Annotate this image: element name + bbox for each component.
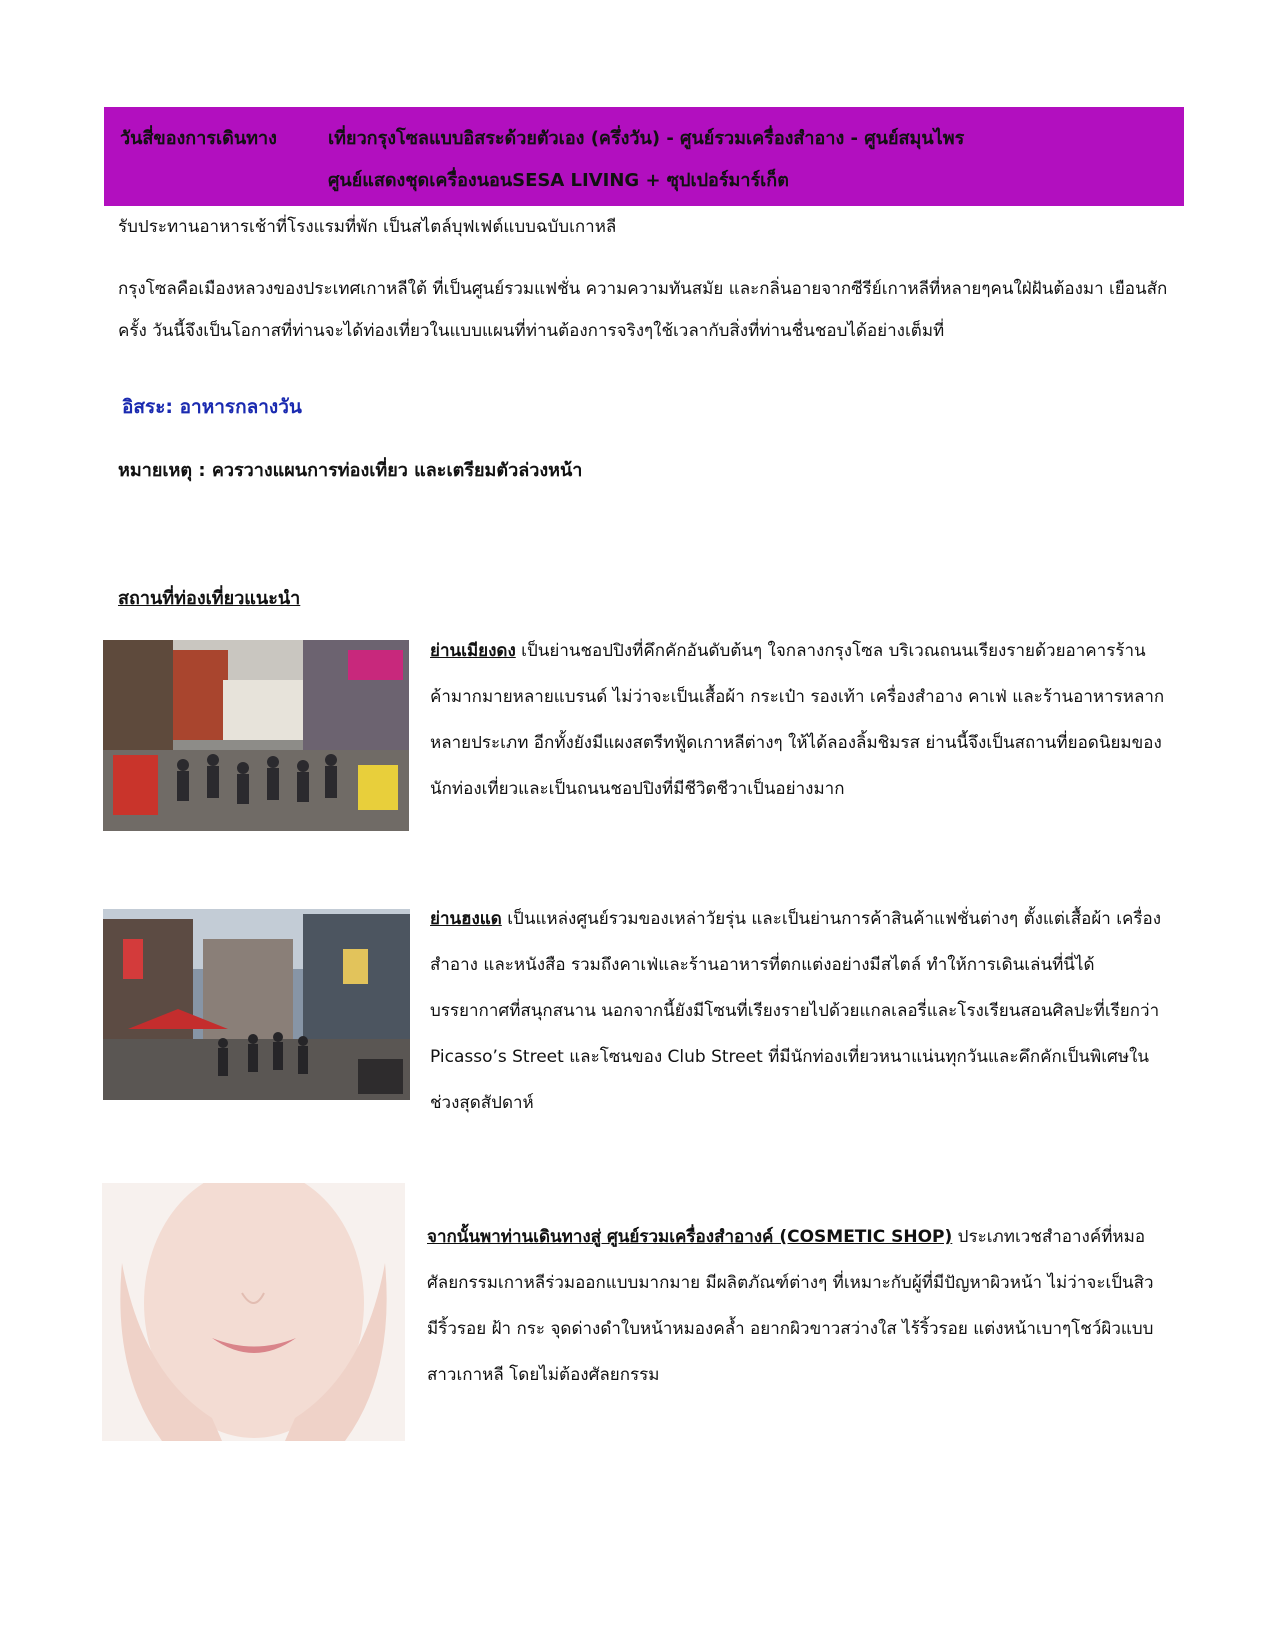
- intro-paragraph: กรุงโซลคือเมืองหลวงของประเทศเกาหลีใต้ ที่เป็นศูนย์รวมแฟชั่น ความความทันสมัย และกลิ่นอายจากซีรีย์เกาหลีที่หลายๆคนใฝ่ฝันต้องมา เยือนสักครั้ง วันนี้จึงเป็นโอกาสที่ท่านจะได้ท่องเที่ยวในแบบแผนที่ท่านต้องการจริงๆใช้เวลากับสิ่งที่ท่านชื่นชอบได้อย่างเต็มที่: [118, 279, 1168, 341]
- free-lunch-text: อิสระ: อาหารกลางวัน: [122, 396, 302, 418]
- myeongdong-photo: [103, 640, 409, 831]
- place-title: ย่านฮงแด: [430, 909, 502, 929]
- breakfast-text: รับประทานอาหารเช้าที่โรงแรมที่พัก เป็นสไตล์บุฟเฟต์แบบฉบับเกาหลี: [118, 217, 617, 237]
- place-title: ย่านเมียงดง: [430, 641, 516, 661]
- place-title: จากนั้นพาท่านเดินทางสู่ ศูนย์รวมเครื่องสำอางค์ (COSMETIC SHOP): [427, 1227, 953, 1247]
- day-label: วันสี่ของการเดินทาง: [120, 128, 277, 149]
- day-title-line2: ศูนย์แสดงชุดเครื่องนอนSESA LIVING + ซุปเปอร์มาร์เก็ต: [328, 170, 789, 191]
- recommended-heading: สถานที่ท่องเที่ยวแนะนำ: [118, 588, 301, 609]
- day-title-line1: เที่ยวกรุงโซลแบบอิสระด้วยตัวเอง (ครึ่งวัน) - ศูนย์รวมเครื่องสำอาง - ศูนย์สมุนไพร: [328, 128, 965, 149]
- place-myeongdong: [430, 628, 1165, 812]
- place-text: เป็นแหล่งศูนย์รวมของเหล่าวัยรุ่น และเป็นย่านการค้าสินค้าแฟชั่นต่างๆ ตั้งแต่เสื้อผ้า เครื่องสำอาง และหนังสือ รวมถึงคาเฟ่และร้านอาหารที่ตกแต่งอย่างมีสไตล์ ทำให้การเดินเล่นที่นี่ได้บรรยากาศที่สนุกสนาน นอกจากนี้ยังมีโซนที่เรียงรายไปด้วยแกลเลอรี่และโรงเรียนสอนศิลปะที่เรียกว่า Picasso’s Street และโซนของ Club Street ที่มีนักท่องเที่ยวหนาแน่นทุกวันและคึกคักเป็นพิเศษในช่วงสุดสัปดาห์: [430, 909, 1162, 1113]
- day-banner: [104, 107, 1184, 206]
- cosmetic-face-photo: [102, 1183, 405, 1441]
- hongdae-photo: [103, 909, 410, 1100]
- note-text: หมายเหตุ : ควรวางแผนการท่องเที่ยว และเตรียมตัวล่วงหน้า: [118, 460, 583, 481]
- place-text: ประเภทเวชสำอางค์ที่หมอศัลยกรรมเกาหลีร่วมออกแบบมากมาย มีผลิตภัณฑ์ต่างๆ ที่เหมาะกับผู้ที่มีปัญหาผิวหน้า ไม่ว่าจะเป็นสิว มีริ้วรอย ฝ้า กระ จุดด่างดำใบหน้าหมองคล้ำ อยากผิวขาวสว่างใส ไร้ริ้วรอย แต่งหน้าเบาๆโชว์ผิวแบบสาวเกาหลี โดยไม่ต้องศัลยกรรม: [427, 1227, 1154, 1385]
- place-cosmetic-shop: [427, 1214, 1162, 1398]
- place-hongdae: [430, 896, 1165, 1126]
- place-text: เป็นย่านชอปปิงที่คึกคักอันดับต้นๆ ใจกลางกรุงโซล บริเวณถนนเรียงรายด้วยอาคารร้านค้ามากมายหลายแบรนด์ ไม่ว่าจะเป็นเสื้อผ้า กระเป๋า รองเท้า เครื่องสำอาง คาเฟ่ และร้านอาหารหลากหลายประเภท อีกทั้งยังมีแผงสตรีทฟู้ดเกาหลีต่างๆ ให้ได้ลองลิ้มชิมรส ย่านนี้จึงเป็นสถานที่ยอดนิยมของนักท่องเที่ยวและเป็นถนนชอปปิงที่มีชีวิตชีวาเป็นอย่างมาก: [430, 641, 1165, 799]
